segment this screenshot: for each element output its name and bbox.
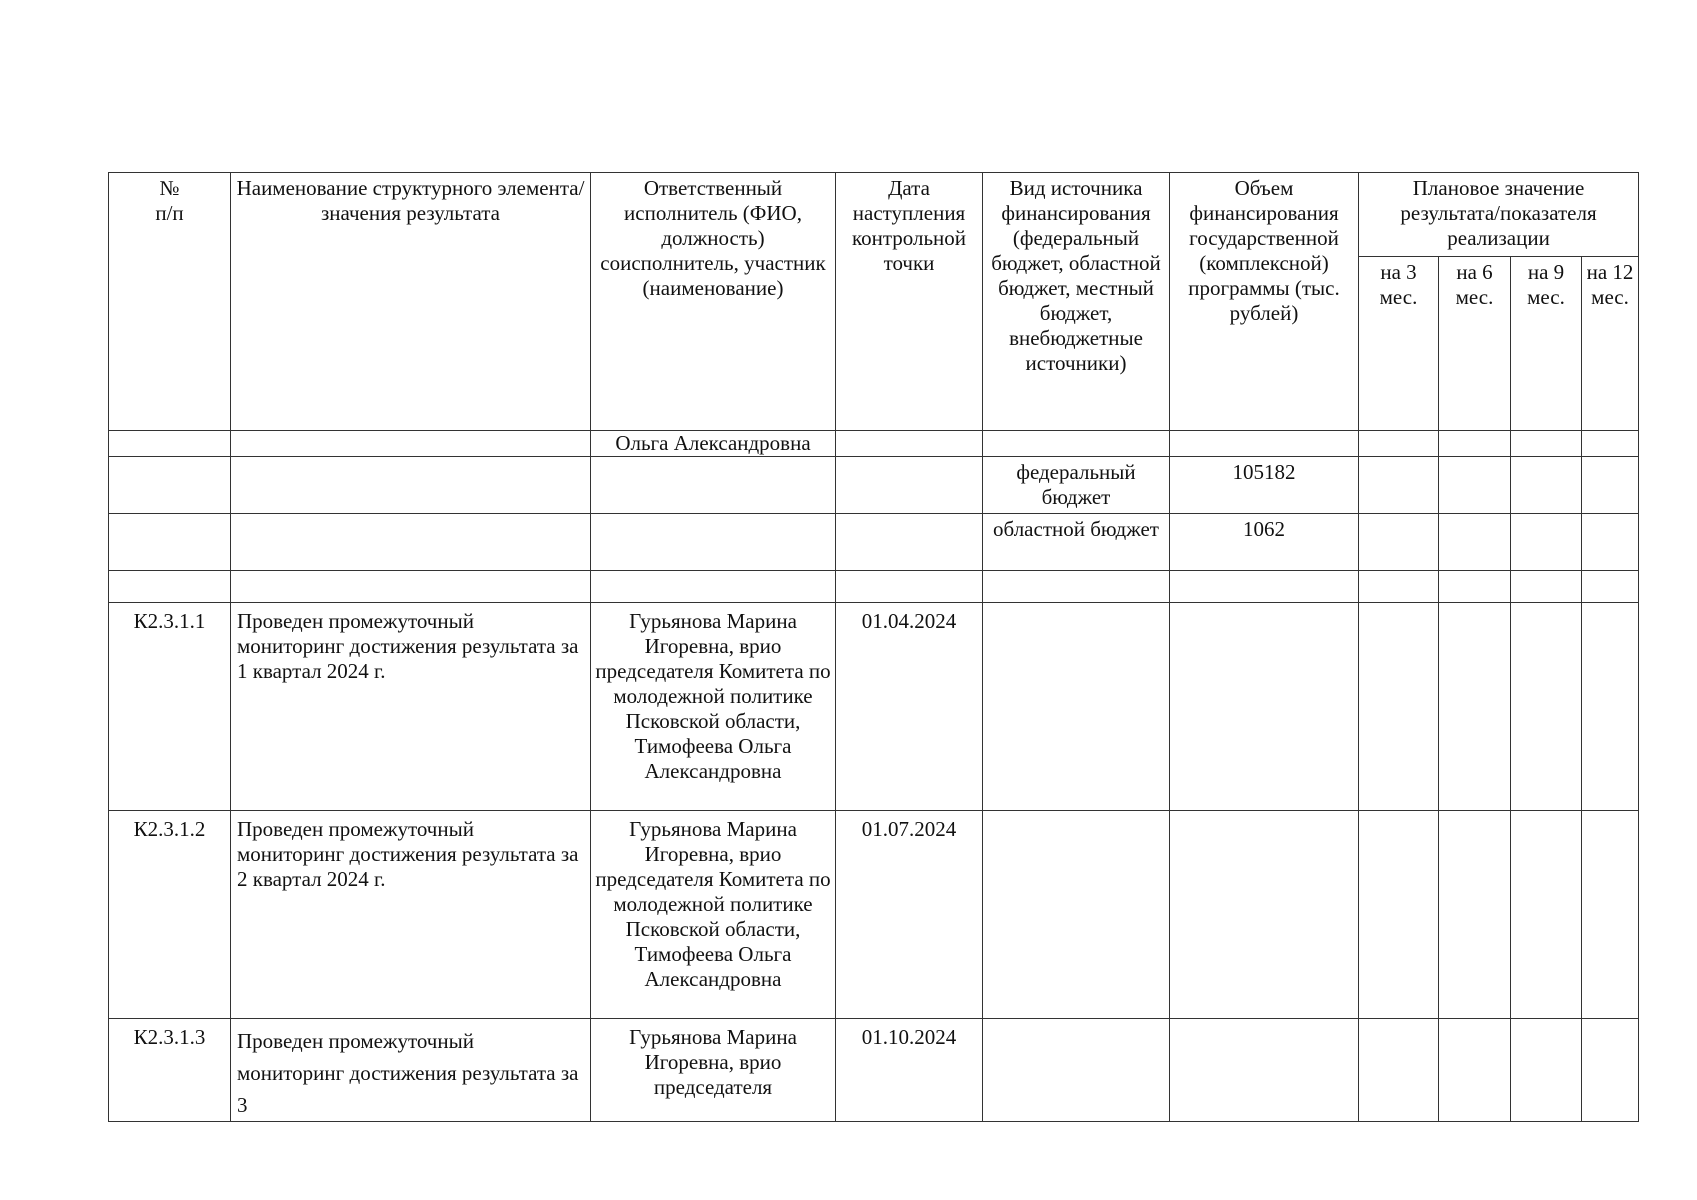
funding-amount-cell: 1062 (1170, 514, 1359, 571)
row-number: К2.3.1.2 (109, 811, 231, 1019)
table-row (109, 457, 1639, 514)
table-row (109, 1019, 1639, 1122)
row-name: Проведен промежуточный мониторинг достижения результата за 2 квартал 2024 г. (231, 811, 591, 1019)
header-source: Вид источника финансирования (федеральный бюджет, областной бюджет, местный бюджет, внебюджетные источники) (983, 173, 1170, 431)
header-plan: Плановое значение результата/показателя реализации (1359, 173, 1639, 257)
table-row (109, 811, 1639, 1019)
row-responsible: Гурьянова Марина Игоревна, врио председателя (591, 1019, 836, 1122)
row-number: К2.3.1.1 (109, 603, 231, 811)
row-number: К2.3.1.3 (109, 1019, 231, 1122)
table-row (109, 431, 1639, 457)
row-name: Проведен промежуточный мониторинг достижения результата за 1 квартал 2024 г. (231, 603, 591, 811)
header-responsible: Ответственный исполнитель (ФИО, должность) соисполнитель, участник (наименование) (591, 173, 836, 431)
funding-source-cell: федеральный бюджет (983, 457, 1170, 514)
header-6-months: на 6 мес. (1439, 257, 1511, 431)
header-9-months: на 9 мес. (1511, 257, 1582, 431)
row-name: Проведен промежуточный мониторинг достижения результата за 3 (231, 1019, 591, 1122)
row-responsible: Гурьянова Марина Игоревна, врио председателя Комитета по молодежной политике Псковской области, Тимофеева Ольга Александровна (591, 811, 836, 1019)
responsible-cell: Ольга Александровна (591, 431, 836, 457)
table-row (109, 514, 1639, 571)
funding-source-cell: областной бюджет (983, 514, 1170, 571)
plan-table (108, 172, 1639, 1122)
header-volume: Объем финансирования государственной (комплексной) программы (тыс. рублей) (1170, 173, 1359, 431)
header-12-months: на 12 мес. (1582, 257, 1639, 431)
row-date: 01.10.2024 (836, 1019, 983, 1122)
header-3-months: на 3 мес. (1359, 257, 1439, 431)
row-date: 01.07.2024 (836, 811, 983, 1019)
funding-amount-cell: 105182 (1170, 457, 1359, 514)
table-row (109, 571, 1639, 603)
header-name: Наименование структурного элемента/ значения результата (231, 173, 591, 431)
row-responsible: Гурьянова Марина Игоревна, врио председателя Комитета по молодежной политике Псковской области, Тимофеева Ольга Александровна (591, 603, 836, 811)
header-date: Дата наступления контрольной точки (836, 173, 983, 431)
table-row (109, 603, 1639, 811)
row-date: 01.04.2024 (836, 603, 983, 811)
header-num: № п/п (109, 173, 231, 431)
